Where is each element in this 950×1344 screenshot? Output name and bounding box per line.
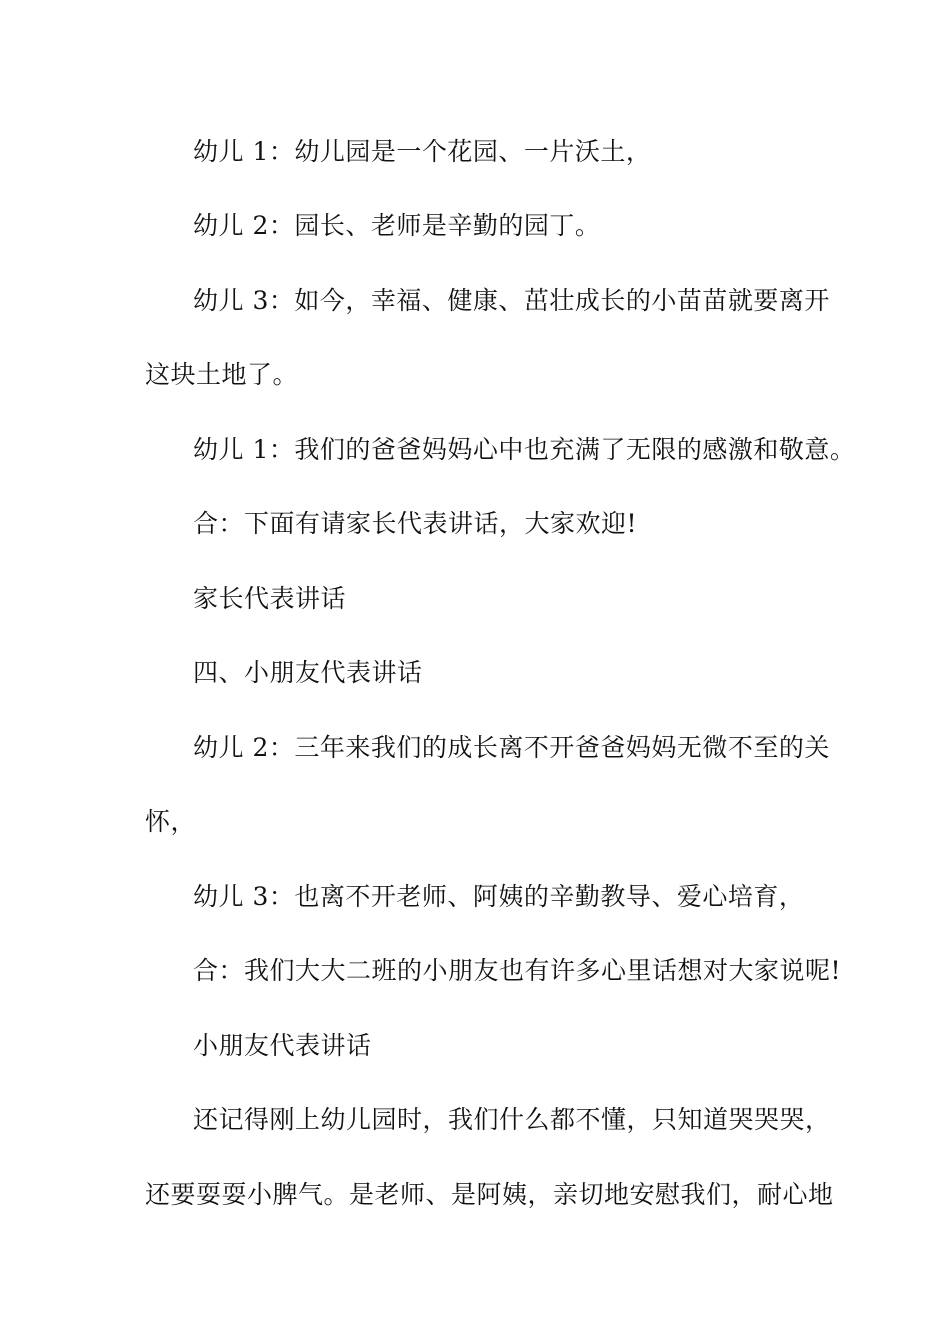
paragraph-line: 幼儿 1：我们的爸爸妈妈心中也充满了无限的感激和敬意。 bbox=[193, 435, 856, 464]
paragraph-line: 幼儿 2：三年来我们的成长离不开爸爸妈妈无微不至的关 bbox=[193, 733, 830, 762]
paragraph-line: 幼儿 1：幼儿园是一个花园、一片沃土， bbox=[193, 137, 652, 166]
paragraph-line: 合：下面有请家长代表讲话，大家欢迎! bbox=[193, 509, 638, 538]
paragraph-line: 幼儿 3：也离不开老师、阿姨的辛勤教导、爱心培育， bbox=[193, 882, 805, 911]
section-label: 小朋友代表讲话 bbox=[193, 1031, 372, 1060]
paragraph-line: 幼儿 2：园长、老师是辛勤的园丁。 bbox=[193, 211, 601, 240]
section-heading: 四、小朋友代表讲话 bbox=[193, 658, 423, 687]
paragraph-line: 还记得刚上幼儿园时，我们什么都不懂，只知道哭哭哭， bbox=[193, 1105, 831, 1134]
paragraph-line: 合：我们大大二班的小朋友也有许多心里话想对大家说呢! bbox=[193, 956, 842, 985]
paragraph-line: 幼儿 3：如今，幸福、健康、茁壮成长的小苗苗就要离开 bbox=[193, 286, 830, 315]
section-label: 家长代表讲话 bbox=[193, 584, 347, 613]
paragraph-continuation-line: 还要耍耍小脾气。是老师、是阿姨，亲切地安慰我们，耐心地 bbox=[145, 1180, 834, 1209]
paragraph-continuation-line: 这块土地了。 bbox=[145, 360, 299, 389]
paragraph-continuation-line: 怀， bbox=[145, 807, 197, 836]
